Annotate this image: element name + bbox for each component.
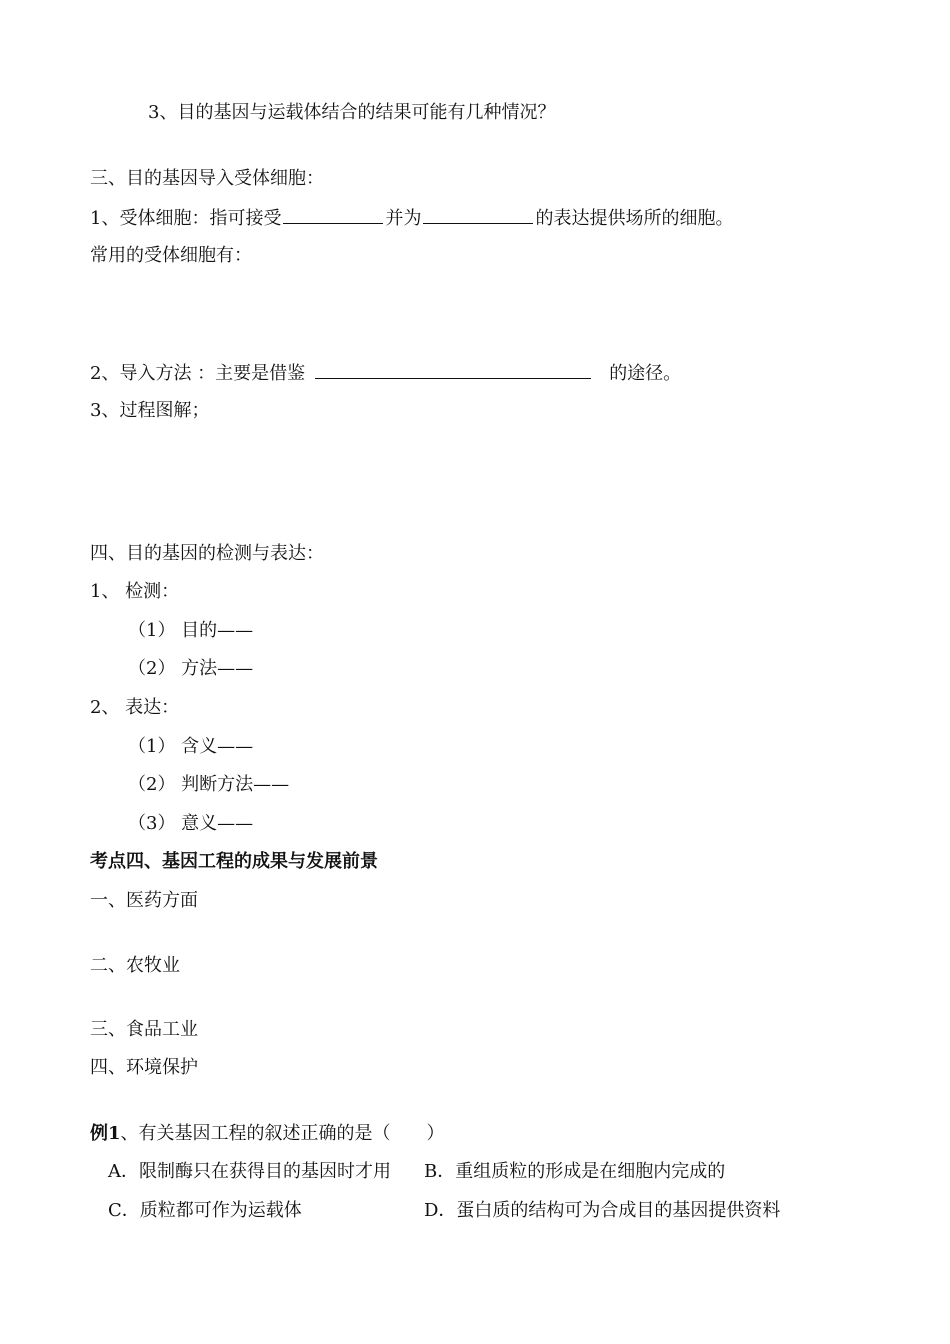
expression-title: 2、 表达： — [90, 697, 180, 718]
answer-blank-3 — [315, 360, 591, 379]
key-point-4-title: 考点四、基因工程的成果与发展前景 — [90, 851, 378, 872]
application-medicine: 一、医药方面 — [90, 890, 198, 911]
item-1-text-a: 1、受体细胞：指可接受 — [90, 208, 282, 229]
section-3-title: 三、目的基因导入受体细胞： — [90, 168, 324, 189]
example-1-text: 、有关基因工程的叙述正确的是（ ） — [120, 1123, 445, 1144]
expression-judgment: （2） 判断方法—— — [128, 774, 290, 795]
answer-blank-1 — [283, 205, 383, 224]
example-1-label: 例1 — [90, 1123, 121, 1144]
section-4-title: 四、目的基因的检测与表达： — [90, 543, 324, 564]
item-2-text-b: 的途径。 — [609, 363, 682, 384]
item-1-text-b: 并为 — [385, 208, 422, 229]
option-d: D．蛋白质的结构可为合成目的基因提供资料 — [424, 1200, 781, 1221]
common-receptor-cells: 常用的受体细胞有： — [90, 245, 252, 266]
detection-method: （2） 方法—— — [128, 658, 254, 679]
detection-title: 1、 检测： — [90, 581, 180, 602]
expression-significance: （3） 意义—— — [128, 813, 254, 834]
item-1-text-c: 的表达提供场所的细胞。 — [535, 208, 734, 229]
detection-purpose: （1） 目的—— — [128, 620, 254, 641]
expression-meaning: （1） 含义—— — [128, 736, 254, 757]
answer-blank-2 — [423, 205, 533, 224]
item-2-text-a: 2、导入方法 ：主要是借鉴 — [90, 363, 306, 384]
application-agriculture: 二、农牧业 — [90, 955, 180, 976]
question-3: 3、目的基因与运载体结合的结果可能有几种情况？ — [148, 102, 556, 123]
option-a: A．限制酶只在获得目的基因时才用 — [108, 1161, 391, 1182]
option-b: B．重组质粒的形成是在细胞内完成的 — [424, 1161, 726, 1182]
section-3-item-3: 3、过程图解； — [90, 400, 210, 421]
application-food: 三、食品工业 — [90, 1019, 198, 1040]
example-1-question — [90, 1122, 445, 1146]
section-3-item-2 — [90, 360, 681, 386]
option-c: C．质粒都可作为运载体 — [108, 1200, 302, 1221]
application-environment: 四、环境保护 — [90, 1057, 198, 1078]
section-3-item-1 — [90, 205, 733, 231]
